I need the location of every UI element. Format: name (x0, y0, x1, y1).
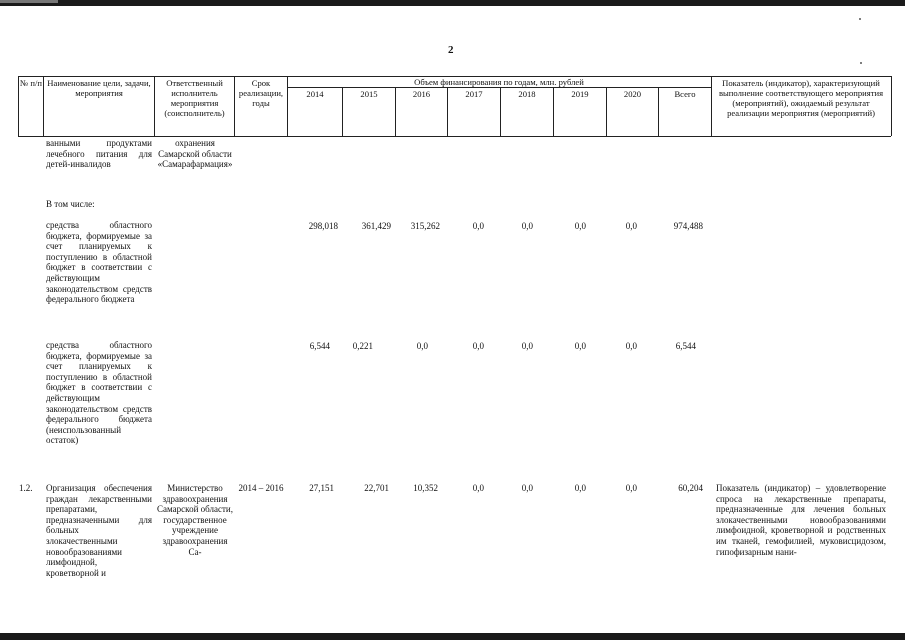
funding-value: 0,0 (625, 483, 637, 493)
funding-value: 0,0 (521, 341, 533, 351)
header-year: 2017 (465, 89, 483, 99)
scan-speck (859, 18, 861, 20)
scan-bottom-border (0, 633, 905, 640)
funding-value: 0,0 (472, 483, 484, 493)
header-col-number: № п/п (20, 78, 42, 88)
funding-total: 60,204 (678, 483, 703, 493)
funding-value: 361,429 (361, 221, 391, 231)
header-year: 2015 (360, 89, 378, 99)
header-total: Всего (674, 89, 696, 99)
funding-value: 0,0 (472, 341, 484, 351)
col-border (891, 76, 892, 136)
funding-total: 6,544 (675, 341, 696, 351)
funding-value: 0,0 (416, 341, 428, 351)
scan-top-border (0, 0, 905, 6)
item-term: 2014 – 2016 (238, 483, 284, 493)
funding-value: 0,221 (352, 341, 373, 351)
header-year: 2014 (306, 89, 324, 99)
header-bottom-border (18, 136, 891, 137)
cont-row-responsible: охранения Самарской области «Самарафармация» (157, 138, 233, 170)
header-year: 2018 (518, 89, 536, 99)
item-responsible: Министерство здравоохранения Самарской области, государственное учреждение здравоохранения Са- (157, 483, 233, 557)
funding-value: 0,0 (625, 341, 637, 351)
header-col-term: Срок реализации, годы (238, 78, 284, 108)
funding-value: 315,262 (410, 221, 440, 231)
funding-value: 0,0 (625, 221, 637, 231)
col-border (711, 76, 712, 136)
header-year: 2020 (623, 89, 642, 99)
funding-subheader-line (287, 87, 711, 88)
header-year: 2019 (571, 89, 589, 99)
cont-row-name: ванными продуктами лечебного питания для детей-инвалидов (46, 138, 152, 170)
funding-value: 22,701 (364, 483, 389, 493)
page-number: 2 (448, 44, 454, 56)
header-col-indicator: Показатель (индикатор), характеризующий выполнение соответствующего мероприятия (мероприятий), ожидаемый результат реализации мероприятия (мероприятий) (718, 78, 884, 118)
funding-total: 974,488 (673, 221, 703, 231)
header-year: 2016 (412, 89, 431, 99)
including-label: В том числе: (46, 199, 95, 209)
funding-value: 0,0 (574, 341, 586, 351)
header-col-name: Наименование цели, задачи, мероприятия (47, 78, 151, 98)
item-number: 1.2. (19, 483, 33, 493)
col-border (43, 76, 44, 136)
scan-speck (860, 62, 862, 64)
funding-value: 0,0 (574, 483, 586, 493)
funding-value: 0,0 (472, 221, 484, 231)
funding-source-name: средства областного бюджета, формируемые за счет планируемых к поступлению в областной бюджет в соответствии с действующим законодательством средств федерального бюджета (неиспользованный остаток) (46, 340, 152, 446)
funding-value: 298,018 (308, 221, 338, 231)
funding-value: 27,151 (309, 483, 334, 493)
funding-value: 0,0 (574, 221, 586, 231)
item-indicator: Показатель (индикатор) – удовлетворение спроса на лекарственные препараты, предназначенные для лечения больных злокачественными новообразованиями лимфоидной, кроветворной и родственных им тканей, гемофилией, муковисцидозом, гипофизарным нани- (716, 483, 886, 557)
funding-value: 10,352 (413, 483, 438, 493)
scan-top-tab (0, 0, 58, 3)
item-name: Организация обеспечения граждан лекарственными препаратами, предназначенными для больных злокачественными новообразованиями лимфоидной, кроветворной и (46, 483, 152, 578)
funding-value: 6,544 (309, 341, 330, 351)
header-col-funding: Объем финансирования по годам, млн. рублей (414, 77, 584, 87)
header-col-responsible: Ответственный исполнитель мероприятия (соисполнитель) (164, 78, 225, 118)
funding-value: 0,0 (521, 483, 533, 493)
funding-source-name: средства областного бюджета, формируемые за счет планируемых к поступлению в областной бюджет в соответствии с действующим законодательством средств федерального бюджета (46, 220, 152, 305)
funding-value: 0,0 (521, 221, 533, 231)
